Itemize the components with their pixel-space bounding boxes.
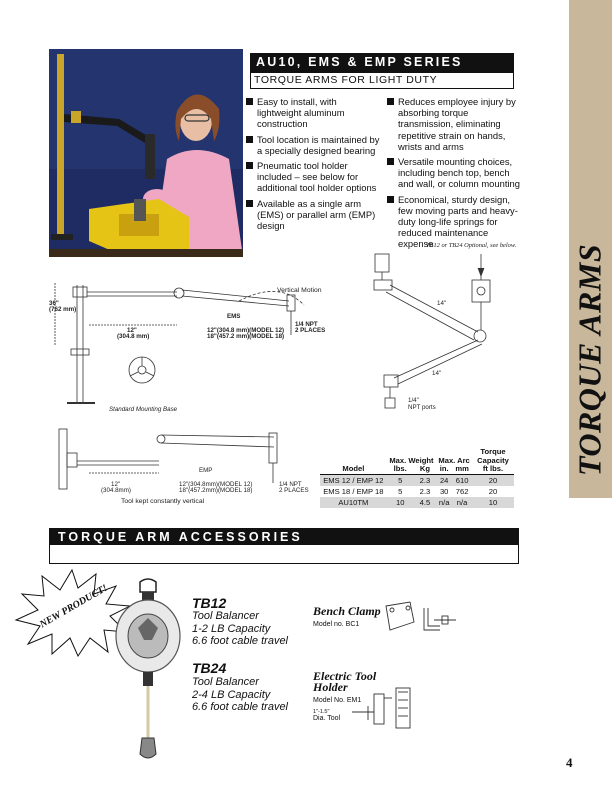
emp-arm-model18: 18"(457.2mm)(MODEL 18) — [179, 487, 253, 494]
feature-item — [246, 96, 381, 130]
spec-group-header: Max. Weight — [389, 455, 434, 465]
table-row — [320, 486, 514, 497]
emp-npt-places: 2 PLACES — [279, 487, 309, 494]
bench-clamp-model: Model no. BC1 — [313, 621, 360, 628]
bullet-square-icon — [387, 98, 394, 105]
ems-model-label: EMS — [227, 313, 241, 320]
tb24-desc — [192, 676, 288, 714]
feature-item — [246, 198, 381, 232]
au10-upper-arm: 14" — [437, 300, 447, 307]
spec-header-row — [320, 465, 514, 474]
tb24-line1: Tool Balancer — [192, 676, 259, 688]
features-left-list — [246, 96, 381, 235]
table-cell: 20 — [472, 474, 514, 486]
bullet-square-icon — [246, 200, 253, 207]
table-cell: 610 — [452, 474, 472, 486]
bullet-square-icon — [246, 98, 253, 105]
feature-text: Available as a single arm (EMS) or parallel arm (EMP) design — [257, 197, 376, 232]
series-title: AU10, EMS & EMP SERIES — [256, 55, 463, 69]
spec-table — [320, 448, 514, 508]
au10-optional-note: TB12 or TB24 Optional, see below. — [426, 242, 517, 249]
tb12-line3: 6.6 foot cable travel — [192, 635, 289, 647]
tb12-name: TB12 — [192, 595, 227, 611]
section-title-vertical — [566, 240, 612, 480]
ems-arm-model12: 12"(304.8 mm)(MODEL 12) — [207, 327, 285, 334]
au10-npt-ports: NPT ports — [408, 404, 436, 411]
tb24-line3: 6.6 foot cable travel — [192, 701, 289, 713]
tb24-line2: 2-4 LB Capacity — [192, 688, 271, 701]
feature-item — [246, 160, 381, 194]
spec-group-header-row — [320, 448, 514, 465]
spec-header: ft lbs. — [472, 465, 514, 474]
accessories-title: TORQUE ARM ACCESSORIES — [58, 530, 303, 544]
tool-balancer-image — [112, 578, 184, 763]
spec-header: lbs. — [387, 465, 414, 474]
spec-group-header: Max. Arc — [438, 455, 470, 465]
table-cell: 2.3 — [414, 474, 436, 486]
feature-text: Easy to install, with lightweight aluminum construction — [257, 96, 345, 130]
table-row — [320, 497, 514, 508]
emp-caption: Tool kept constantly vertical — [121, 498, 205, 505]
table-cell: 24 — [436, 474, 452, 486]
electric-holder-name-line2: Holder — [313, 680, 348, 694]
tb12-line1: Tool Balancer — [192, 610, 259, 622]
feature-text: Versatile mounting choices, including bench top, bench and wall, or column mounting — [398, 156, 520, 190]
feature-text: Reduces employee injury by absorbing torque transmission, eliminating repetitive strain on hands, wrists and arms — [398, 96, 516, 152]
table-cell: 30 — [439, 486, 449, 496]
table-cell: n/a — [452, 497, 472, 508]
electric-holder-model: Model No. EM1 — [313, 697, 362, 704]
emp-diagram — [49, 425, 319, 515]
table-row — [320, 474, 514, 486]
emp-model-label: EMP — [199, 467, 213, 474]
ems-base-caption: Standard Mounting Base — [109, 406, 178, 413]
spec-header: in. — [436, 465, 452, 474]
product-photo — [49, 49, 243, 257]
electric-holder-image — [350, 680, 420, 735]
feature-text: Pneumatic tool holder included – see below for additional tool holder options — [257, 160, 377, 194]
table-cell: AU10TM — [320, 497, 387, 508]
table-cell: 5 — [398, 486, 403, 496]
feature-text: Economical, sturdy design, few moving parts and heavy-duty long-life springs for reduced maintenance expense — [398, 193, 518, 250]
bench-clamp-image — [380, 600, 460, 640]
accessories-subtitle-box — [49, 545, 519, 564]
vertical-motion-label: Vertical Motion — [277, 287, 322, 294]
ems-npt-label: 1/4 NPT — [295, 321, 318, 328]
table-cell: 4.5 — [414, 497, 436, 508]
spec-header: mm — [452, 465, 472, 474]
bullet-square-icon — [387, 158, 394, 165]
spec-header: Kg — [414, 465, 436, 474]
bullet-square-icon — [246, 136, 253, 143]
electric-holder-dia-caption: Dia. Tool — [313, 715, 341, 722]
ems-arm-model18: 18"(457.2 mm)(MODEL 18) — [207, 333, 285, 340]
table-cell: 10 — [387, 497, 414, 508]
feature-item — [387, 156, 522, 190]
au10-diagram — [360, 240, 560, 420]
ems-height-mm: (762 mm) — [49, 306, 77, 313]
feature-item — [246, 134, 381, 156]
emp-arm-left: 12" — [111, 481, 121, 488]
au10-lower-arm: 14" — [432, 370, 442, 377]
bullet-square-icon — [246, 162, 253, 169]
electric-holder-dia-label: 1"-1.5" — [313, 709, 330, 715]
au10-npt: 1/4" — [408, 397, 419, 404]
spec-group-header: Torque Capacity — [477, 447, 509, 465]
table-cell: EMS 12 / EMP 12 — [320, 474, 387, 486]
tb24-name: TB24 — [192, 660, 227, 676]
table-cell: 5 — [387, 474, 414, 486]
electric-holder-name-line1: Electric Tool — [313, 669, 377, 683]
ems-height-label: 36" — [49, 300, 59, 307]
table-cell: EMS 18 / EMP 18 — [323, 486, 384, 496]
emp-arm-model12: 12"(304.8mm)(MODEL 12) — [179, 481, 253, 488]
page-number: 4 — [566, 755, 573, 770]
table-cell: 2.3 — [419, 486, 431, 496]
section-title-text: TORQUE ARMS — [571, 243, 608, 477]
tb12-line2: 1-2 LB Capacity — [192, 622, 271, 635]
feature-item — [387, 96, 522, 152]
emp-arm-left-mm: (304.8mm) — [101, 487, 131, 494]
feature-text: Tool location is maintained by a specially designed bearing — [257, 133, 380, 156]
table-cell: 20 — [488, 486, 498, 496]
ems-diagram — [49, 265, 349, 425]
features-right-list — [387, 96, 522, 254]
emp-npt-label: 1/4 NPT — [279, 481, 302, 488]
ems-arm-left-mm: (304.8 mm) — [117, 333, 150, 340]
table-cell: 10 — [472, 497, 514, 508]
table-cell: n/a — [436, 497, 452, 508]
tb12-desc — [192, 610, 288, 648]
series-subtitle: TORQUE ARMS FOR LIGHT DUTY — [254, 74, 438, 86]
table-cell: 762 — [455, 486, 469, 496]
ems-arm-left: 12" — [127, 327, 137, 334]
badge-text: NEW PRODUCT! — [37, 582, 110, 631]
spec-header: Model — [320, 465, 387, 474]
bullet-square-icon — [387, 196, 394, 203]
ems-npt-places: 2 PLACES — [295, 327, 326, 334]
bench-clamp-name: Bench Clamp — [313, 604, 381, 618]
